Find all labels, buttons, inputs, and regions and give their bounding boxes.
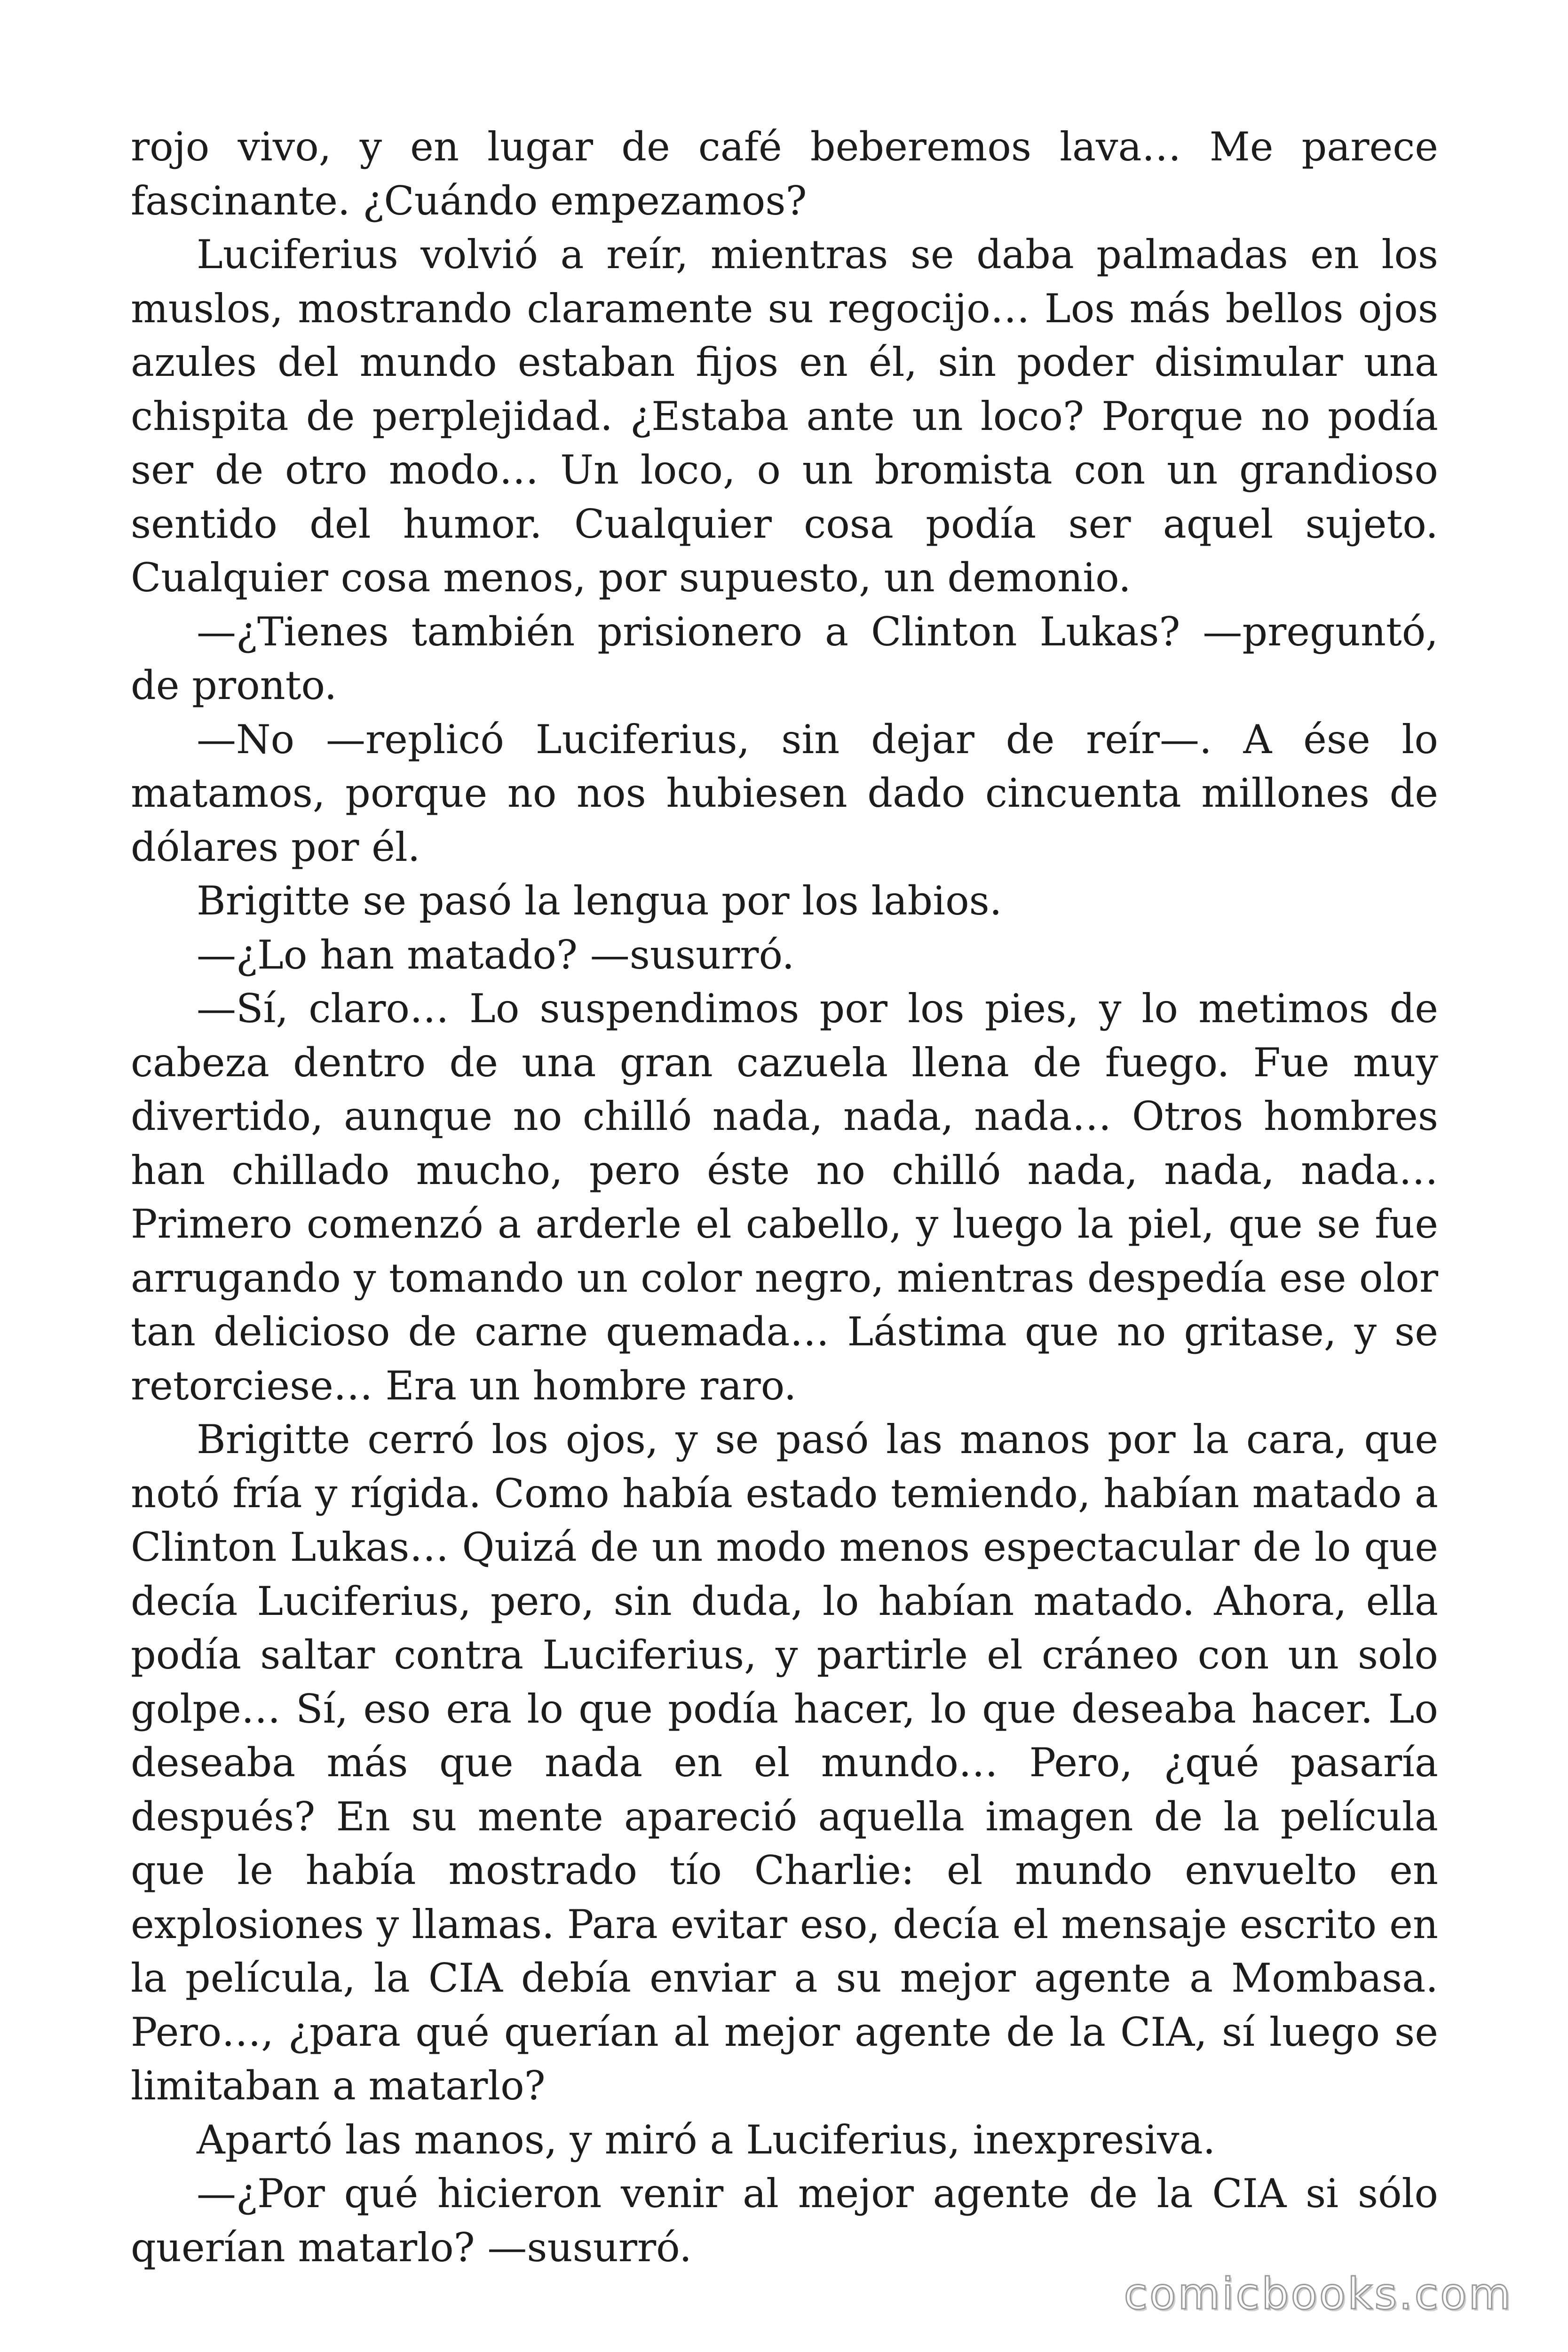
watermark: comicbooks.com bbox=[1124, 2269, 1513, 2319]
paragraph: —No —replicó Luciferius, sin dejar de reír—. A ése lo matamos, porque no nos hubiesen dado cincuenta millones de dólares por él. bbox=[131, 716, 1438, 870]
paragraph: —Sí, claro… Lo suspendimos por los pies, y lo metimos de cabeza dentro de una gran cazuela llena de fuego. Fue muy divertido, aunque no chilló nada, nada, nada… Otros hombres han chillado mucho, pero éste no chilló nada, nada, nada… Primero comenzó a arderle el cabello, y luego la piel, que se fue arrugando y tomando un color negro, mientras despedía ese olor tan delicioso de carne quemada… Lástima que no gritase, y se retorciese… Era un hombre raro. bbox=[131, 985, 1438, 1409]
paragraph: rojo vivo, y en lugar de café beberemos lava… Me parece fascinante. ¿Cuándo empezamos? bbox=[131, 124, 1438, 224]
paragraph: —¿Tienes también prisionero a Clinton Lukas? —preguntó, de pronto. bbox=[131, 608, 1438, 708]
book-page-text bbox=[131, 120, 1438, 2274]
paragraph: —¿Por qué hicieron venir al mejor agente de la CIA si sólo querían matarlo? —susurró. bbox=[131, 2170, 1438, 2271]
paragraph: —¿Lo han matado? —susurró. bbox=[197, 931, 795, 978]
paragraph: Luciferius volvió a reír, mientras se daba palmadas en los muslos, mostrando claramente su regocijo… Los más bellos ojos azules del mundo estaban fijos en él, sin poder disimular una chispita de perplejidad. ¿Estaba ante un loco? Porque no podía ser de otro modo… Un loco, o un bromista con un grandioso sentido del humor. Cualquier cosa podía ser aquel sujeto. Cualquier cosa menos, por supuesto, un demonio. bbox=[131, 231, 1438, 601]
paragraph: Apartó las manos, y miró a Luciferius, inexpresiva. bbox=[197, 2116, 1216, 2163]
paragraph: Brigitte se pasó la lengua por los labios. bbox=[197, 878, 1002, 924]
paragraph: Brigitte cerró los ojos, y se pasó las manos por la cara, que notó fría y rígida. Como había estado temiendo, habían matado a Clinton Lukas… Quizá de un modo menos espectacular de lo que decía Luciferius, pero, sin duda, lo habían matado. Ahora, ella podía saltar contra Luciferius, y partirle el cráneo con un solo golpe… Sí, eso era lo que podía hacer, lo que deseaba hacer. Lo deseaba más que nada en el mundo… Pero, ¿qué pasaría después? En su mente apareció aquella imagen de la película que le había mostrado tío Charlie: el mundo envuelto en explosiones y llamas. Para evitar eso, decía el mensaje escrito en la película, la CIA debía enviar a su mejor agente a Mombasa. Pero…, ¿para qué querían al mejor agente de la CIA, sí luego se limitaban a matarlo? bbox=[131, 1416, 1438, 2109]
